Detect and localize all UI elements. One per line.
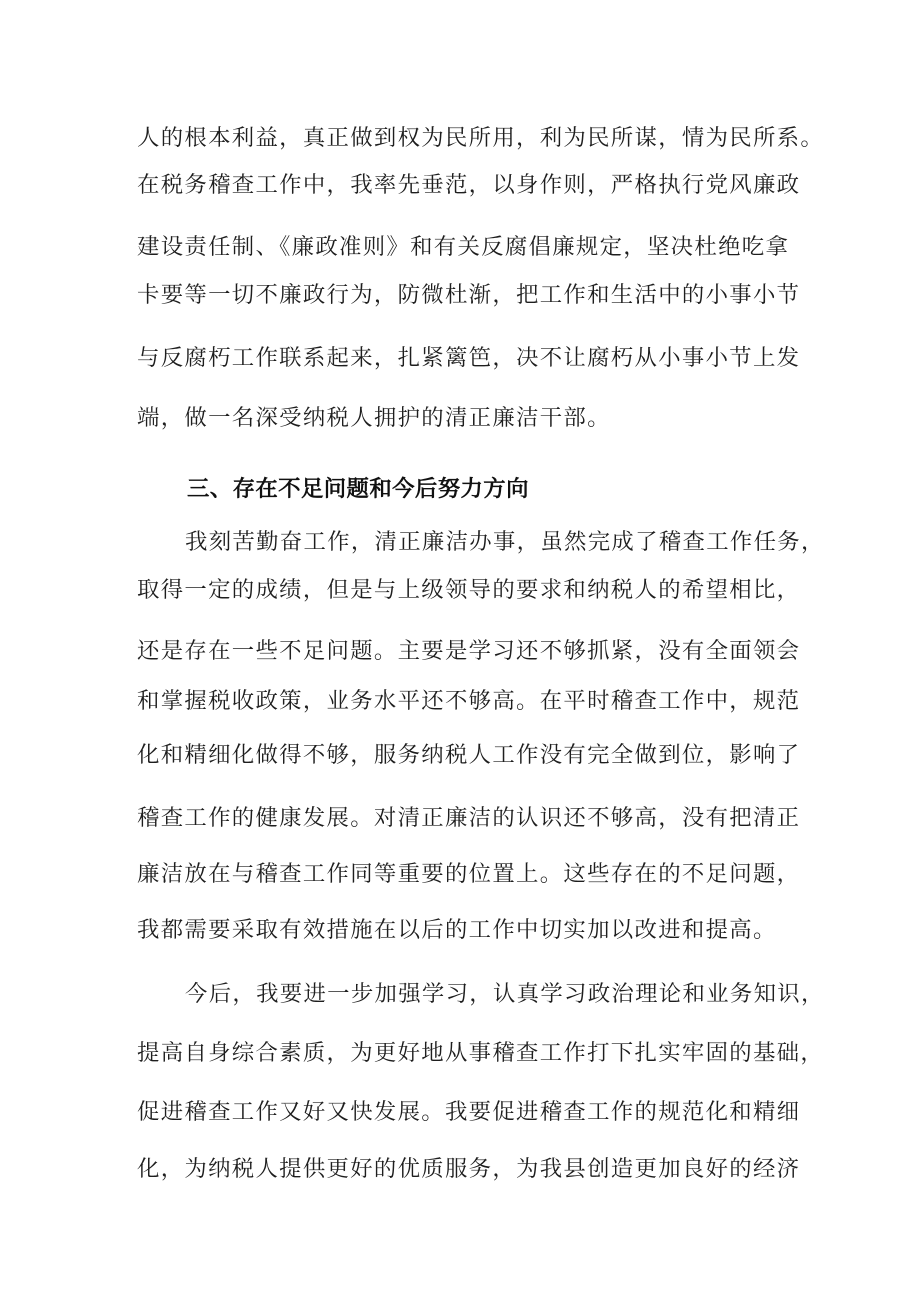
paragraph-line: 化，为纳税人提供更好的优质服务，为我县创造更加良好的经济: [137, 1156, 801, 1182]
paragraph-line: 提高自身综合素质，为更好地从事稽查工作打下扎实牢固的基础，: [137, 1040, 825, 1066]
paragraph-line: 卡要等一切不廉政行为，防微杜渐，把工作和生活中的小事小节: [137, 282, 801, 308]
paragraph-line: 与反腐朽工作联系起来，扎紧篱笆，决不让腐朽从小事小节上发: [137, 345, 801, 371]
paragraph-line: 和掌握税收政策，业务水平还不够高。在平时稽查工作中，规范: [137, 688, 801, 714]
paragraph-line: 端，做一名深受纳税人拥护的清正廉洁干部。: [137, 405, 611, 431]
paragraph-line: 我都需要采取有效措施在以后的工作中切实加以改进和提高。: [137, 917, 777, 943]
paragraph-line: 我刻苦勤奋工作，清正廉洁办事，虽然完成了稽查工作任务，: [185, 529, 825, 555]
paragraph-line: 在税务稽查工作中，我率先垂范，以身作则，严格执行党风廉政: [137, 172, 801, 198]
paragraph-line: 化和精细化做得不够，服务纳税人工作没有完全做到位，影响了: [137, 742, 801, 768]
paragraph-line: 促进稽查工作又好又快发展。我要促进稽查工作的规范化和精细: [137, 1099, 801, 1125]
paragraph-line: 建设责任制、《廉政准则》和有关反腐倡廉规定，坚决杜绝吃拿: [137, 234, 790, 260]
paragraph-line: 还是存在一些不足问题。主要是学习还不够抓紧，没有全面领会: [137, 638, 801, 664]
section-heading: 三、存在不足问题和今后努力方向: [187, 476, 529, 502]
paragraph-line: 今后，我要进一步加强学习，认真学习政治理论和业务知识，: [185, 981, 825, 1007]
paragraph-line: 取得一定的成绩，但是与上级领导的要求和纳税人的希望相比，: [137, 577, 801, 603]
paragraph-line: 人的根本利益，真正做到权为民所用，利为民所谋，情为民所系。: [137, 125, 825, 151]
paragraph-line: 稽查工作的健康发展。对清正廉洁的认识还不够高，没有把清正: [137, 805, 801, 831]
paragraph-line: 廉洁放在与稽查工作同等重要的位置上。这些存在的不足问题，: [137, 861, 801, 887]
